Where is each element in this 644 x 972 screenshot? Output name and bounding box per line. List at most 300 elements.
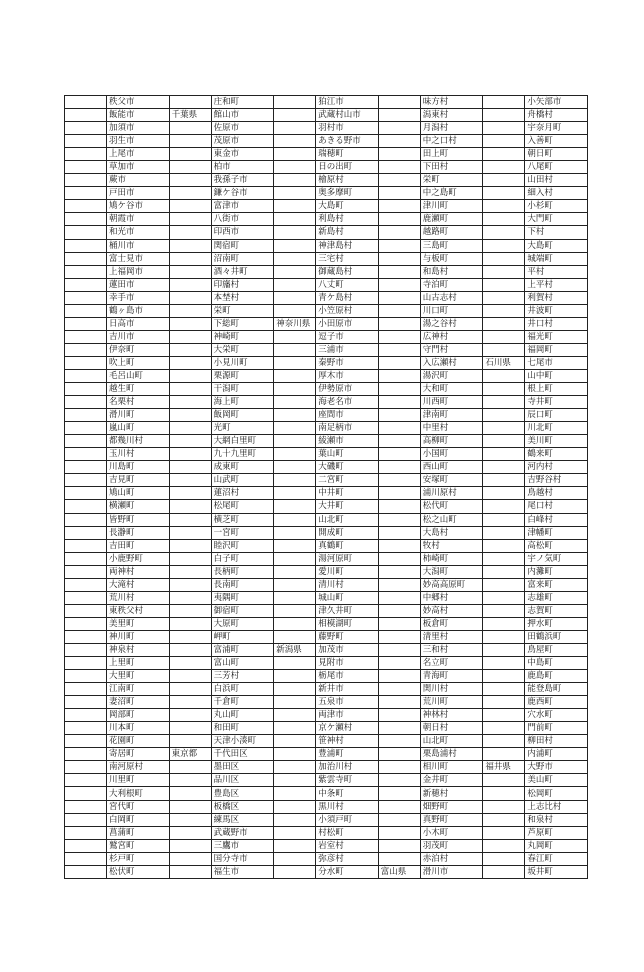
municipality-cell: 東金市	[211, 148, 274, 161]
prefecture-cell	[483, 122, 525, 135]
prefecture-cell	[65, 852, 107, 865]
prefecture-cell	[274, 356, 316, 369]
prefecture-cell	[483, 683, 525, 696]
prefecture-cell	[169, 213, 211, 226]
municipality-cell: 寺井町	[525, 396, 588, 409]
prefecture-cell	[65, 800, 107, 813]
prefecture-cell	[378, 122, 420, 135]
municipality-cell: 羽村市	[316, 122, 379, 135]
municipality-cell: 大島町	[525, 239, 588, 252]
municipality-cell: 夷隅町	[211, 591, 274, 604]
prefecture-cell	[274, 122, 316, 135]
table-row	[65, 239, 588, 252]
prefecture-cell	[274, 539, 316, 552]
prefecture-cell	[274, 213, 316, 226]
table-row	[65, 526, 588, 539]
municipality-cell: 青ケ島村	[316, 291, 379, 304]
municipality-cell: 三和村	[420, 643, 483, 656]
municipality-cell: 津幡町	[525, 526, 588, 539]
prefecture-cell	[483, 135, 525, 148]
municipality-cell: 美山町	[525, 774, 588, 787]
municipality-cell: 富浦町	[211, 643, 274, 656]
prefecture-cell	[274, 148, 316, 161]
table-row	[65, 552, 588, 565]
municipality-cell: 我孫子市	[211, 174, 274, 187]
prefecture-cell	[483, 187, 525, 200]
prefecture-cell	[483, 813, 525, 826]
table-row	[65, 135, 588, 148]
municipality-cell: 御蔵島村	[316, 265, 379, 278]
prefecture-cell	[378, 539, 420, 552]
table-row	[65, 265, 588, 278]
municipality-cell: 奥多摩町	[316, 187, 379, 200]
table-row	[65, 109, 588, 122]
prefecture-cell	[483, 657, 525, 670]
prefecture-cell	[169, 800, 211, 813]
municipality-cell: 吉野谷村	[525, 474, 588, 487]
municipality-cell: 酒々井町	[211, 265, 274, 278]
prefecture-cell	[378, 591, 420, 604]
municipality-cell: 相川町	[420, 761, 483, 774]
municipality-cell: 青海町	[420, 670, 483, 683]
municipality-cell: 岡部町	[107, 709, 170, 722]
municipality-cell: 相模湖町	[316, 617, 379, 630]
prefecture-cell	[274, 409, 316, 422]
prefecture-cell	[169, 174, 211, 187]
table-row	[65, 213, 588, 226]
prefecture-cell	[483, 109, 525, 122]
municipality-cell: 墨田区	[211, 761, 274, 774]
prefecture-cell	[65, 343, 107, 356]
municipality-cell: 八尾町	[525, 161, 588, 174]
municipality-cell: 滑川町	[107, 409, 170, 422]
municipality-cell: 真野町	[420, 813, 483, 826]
prefecture-cell	[378, 265, 420, 278]
prefecture-cell	[483, 578, 525, 591]
municipality-cell: 神川町	[107, 630, 170, 643]
municipality-cell: 川北町	[525, 422, 588, 435]
municipality-cell: 長瀞町	[107, 526, 170, 539]
prefecture-cell	[65, 409, 107, 422]
municipality-cell: 月潟村	[420, 122, 483, 135]
municipality-cell: 津川町	[420, 200, 483, 213]
municipality-cell: 妙高高原町	[420, 578, 483, 591]
municipality-cell: 中里村	[420, 422, 483, 435]
prefecture-cell	[169, 839, 211, 852]
prefecture-cell	[274, 174, 316, 187]
table-row	[65, 513, 588, 526]
prefecture-cell	[274, 226, 316, 239]
prefecture-cell	[483, 839, 525, 852]
prefecture-cell	[378, 552, 420, 565]
municipality-cell: 伊奈町	[107, 343, 170, 356]
prefecture-cell	[483, 591, 525, 604]
prefecture-cell	[274, 839, 316, 852]
prefecture-cell	[274, 709, 316, 722]
prefecture-cell	[483, 852, 525, 865]
prefecture-cell	[378, 630, 420, 643]
prefecture-cell	[65, 696, 107, 709]
prefecture-cell	[65, 735, 107, 748]
prefecture-cell	[65, 474, 107, 487]
prefecture-cell	[483, 670, 525, 683]
municipality-cell: 練馬区	[211, 813, 274, 826]
prefecture-cell	[65, 200, 107, 213]
prefecture-cell: 新潟県	[274, 643, 316, 656]
prefecture-cell	[65, 356, 107, 369]
prefecture-cell	[483, 748, 525, 761]
prefecture-cell	[65, 617, 107, 630]
prefecture-cell	[169, 513, 211, 526]
municipality-cell: 秦野市	[316, 356, 379, 369]
prefecture-cell	[169, 604, 211, 617]
prefecture-cell	[65, 813, 107, 826]
prefecture-cell	[378, 787, 420, 800]
table-row	[65, 435, 588, 448]
municipality-cell: 西山町	[420, 461, 483, 474]
prefecture-cell	[483, 865, 525, 878]
table-row	[65, 630, 588, 643]
prefecture-cell	[378, 317, 420, 330]
prefecture-cell	[274, 604, 316, 617]
prefecture-cell	[169, 487, 211, 500]
municipality-cell: 赤泊村	[420, 852, 483, 865]
table-row	[65, 369, 588, 382]
prefecture-cell	[483, 317, 525, 330]
municipality-cell: 栄町	[211, 304, 274, 317]
prefecture-cell	[65, 122, 107, 135]
municipality-cell: 湯沢町	[420, 369, 483, 382]
municipality-cell: 朝日村	[420, 722, 483, 735]
prefecture-cell	[378, 526, 420, 539]
table-row	[65, 774, 588, 787]
prefecture-cell	[169, 787, 211, 800]
prefecture-cell	[65, 709, 107, 722]
table-row	[65, 578, 588, 591]
municipality-cell: 鶴ヶ島市	[107, 304, 170, 317]
municipality-cell: 大井町	[316, 500, 379, 513]
municipality-cell: 八丈町	[316, 278, 379, 291]
prefecture-cell	[483, 774, 525, 787]
prefecture-cell	[274, 591, 316, 604]
prefecture-cell	[274, 565, 316, 578]
municipality-cell: 与板町	[420, 252, 483, 265]
municipality-cell: 豊島区	[211, 787, 274, 800]
municipality-cell: 川本町	[107, 722, 170, 735]
table-row	[65, 813, 588, 826]
prefecture-cell	[274, 369, 316, 382]
prefecture-cell	[274, 96, 316, 109]
municipality-cell: 下村	[525, 226, 588, 239]
municipality-cell: 岩室村	[316, 839, 379, 852]
municipality-cell: 長柄町	[211, 565, 274, 578]
municipality-cell: 鳥越村	[525, 487, 588, 500]
prefecture-cell	[378, 135, 420, 148]
municipality-cell: 加茂市	[316, 643, 379, 656]
municipality-cell: 桶川市	[107, 239, 170, 252]
prefecture-cell	[378, 500, 420, 513]
prefecture-cell	[483, 239, 525, 252]
municipality-cell: 高松町	[525, 539, 588, 552]
prefecture-cell	[169, 643, 211, 656]
municipality-cell: 川島町	[107, 461, 170, 474]
prefecture-cell	[483, 409, 525, 422]
prefecture-cell	[378, 239, 420, 252]
table-row	[65, 291, 588, 304]
municipality-cell: 浦川原村	[420, 487, 483, 500]
municipality-cell: 国分寺市	[211, 852, 274, 865]
prefecture-cell	[65, 774, 107, 787]
prefecture-cell	[483, 722, 525, 735]
municipality-cell: 丸岡町	[525, 839, 588, 852]
municipality-cell: 吉川市	[107, 330, 170, 343]
municipality-cell: 坂井町	[525, 865, 588, 878]
prefecture-cell	[378, 735, 420, 748]
prefecture-cell	[169, 617, 211, 630]
prefecture-cell	[65, 239, 107, 252]
municipality-cell: 山北町	[420, 735, 483, 748]
municipality-cell: 三芳村	[211, 670, 274, 683]
prefecture-cell	[378, 683, 420, 696]
prefecture-cell	[483, 369, 525, 382]
prefecture-cell	[483, 539, 525, 552]
municipality-cell: 松尾町	[211, 500, 274, 513]
municipality-cell: 草加市	[107, 161, 170, 174]
prefecture-cell	[65, 461, 107, 474]
municipality-cell: 大野市	[525, 761, 588, 774]
prefecture-cell	[65, 226, 107, 239]
prefecture-cell	[378, 187, 420, 200]
municipality-cell: 神津島村	[316, 239, 379, 252]
prefecture-cell	[169, 461, 211, 474]
prefecture-cell	[65, 330, 107, 343]
prefecture-cell	[169, 709, 211, 722]
municipality-cell: 五泉市	[316, 696, 379, 709]
table-row	[65, 761, 588, 774]
prefecture-cell	[378, 369, 420, 382]
prefecture-cell	[483, 383, 525, 396]
municipality-cell: 武蔵村山市	[316, 109, 379, 122]
municipality-cell: 成東町	[211, 461, 274, 474]
municipality-cell: 春江町	[525, 852, 588, 865]
municipality-cell: 松岡町	[525, 787, 588, 800]
municipality-cell: 板倉町	[420, 617, 483, 630]
prefecture-cell	[274, 774, 316, 787]
municipality-cell: 富津市	[211, 200, 274, 213]
municipality-cell: 和田町	[211, 722, 274, 735]
table-row	[65, 617, 588, 630]
prefecture-cell	[169, 356, 211, 369]
municipality-cell: 蓮田市	[107, 278, 170, 291]
municipality-cell: 茂原市	[211, 135, 274, 148]
prefecture-cell	[274, 826, 316, 839]
municipality-cell: 本埜村	[211, 291, 274, 304]
municipality-cell: 二宮町	[316, 474, 379, 487]
prefecture-cell	[65, 761, 107, 774]
municipality-cell: 大門町	[525, 213, 588, 226]
prefecture-cell	[483, 291, 525, 304]
prefecture-cell	[483, 278, 525, 291]
municipality-cell: 新島村	[316, 226, 379, 239]
prefecture-cell	[65, 135, 107, 148]
prefecture-cell	[169, 761, 211, 774]
prefecture-cell	[65, 161, 107, 174]
prefecture-cell	[483, 696, 525, 709]
prefecture-cell	[274, 670, 316, 683]
prefecture-cell	[483, 396, 525, 409]
municipality-cell: 入善町	[525, 135, 588, 148]
prefecture-cell	[378, 852, 420, 865]
municipality-cell: 城山町	[316, 591, 379, 604]
prefecture-cell	[65, 278, 107, 291]
prefecture-cell	[483, 330, 525, 343]
municipality-cell: 海上町	[211, 396, 274, 409]
municipality-cell: 富士見市	[107, 252, 170, 265]
table-row	[65, 304, 588, 317]
table-row	[65, 722, 588, 735]
municipality-cell: 飯岡町	[211, 409, 274, 422]
prefecture-cell	[274, 291, 316, 304]
municipality-cell: 吉田町	[107, 539, 170, 552]
prefecture-cell	[378, 96, 420, 109]
prefecture-cell	[169, 304, 211, 317]
municipality-cell: 越生町	[107, 383, 170, 396]
prefecture-cell	[65, 591, 107, 604]
prefecture-cell	[169, 657, 211, 670]
prefecture-cell: 石川県	[483, 356, 525, 369]
table-row	[65, 852, 588, 865]
municipality-cell: 清川村	[316, 578, 379, 591]
prefecture-cell	[378, 304, 420, 317]
prefecture-cell	[169, 578, 211, 591]
municipality-cell: 新井市	[316, 683, 379, 696]
prefecture-cell	[274, 787, 316, 800]
municipality-cell: 美里町	[107, 617, 170, 630]
municipality-cell: 河内村	[525, 461, 588, 474]
municipality-cell: 毛呂山町	[107, 369, 170, 382]
prefecture-cell	[65, 96, 107, 109]
municipality-cell: 関宿町	[211, 239, 274, 252]
municipality-cell: 荒川町	[420, 696, 483, 709]
municipality-cell: 大島町	[316, 200, 379, 213]
prefecture-cell	[65, 839, 107, 852]
municipality-cell: 穴水町	[525, 709, 588, 722]
prefecture-cell	[169, 343, 211, 356]
municipality-cell: 根上町	[525, 383, 588, 396]
prefecture-cell	[169, 422, 211, 435]
municipality-cell: 牧村	[420, 539, 483, 552]
table-row	[65, 839, 588, 852]
table-row	[65, 148, 588, 161]
municipality-cell: 東秩父村	[107, 604, 170, 617]
table-row	[65, 317, 588, 330]
municipality-cell: 下総町	[211, 317, 274, 330]
table-row	[65, 396, 588, 409]
municipality-cell: 舟橋村	[525, 109, 588, 122]
prefecture-cell	[378, 670, 420, 683]
municipality-cell: 妙高村	[420, 604, 483, 617]
prefecture-cell	[65, 213, 107, 226]
municipality-cell: 柿崎町	[420, 552, 483, 565]
municipality-cell: 城端町	[525, 252, 588, 265]
table-row	[65, 487, 588, 500]
municipality-cell: 菖蒲町	[107, 826, 170, 839]
municipality-cell: 朝日町	[525, 148, 588, 161]
municipality-cell: 横芝町	[211, 513, 274, 526]
prefecture-cell	[169, 148, 211, 161]
prefecture-cell	[378, 513, 420, 526]
municipality-cell: 栄町	[420, 174, 483, 187]
prefecture-cell	[169, 813, 211, 826]
municipality-cell: あきる野市	[316, 135, 379, 148]
municipality-cell: 大潟町	[420, 565, 483, 578]
prefecture-cell	[65, 252, 107, 265]
prefecture-cell	[169, 591, 211, 604]
prefecture-cell	[274, 865, 316, 878]
municipality-cell: 上尾市	[107, 148, 170, 161]
prefecture-cell	[378, 343, 420, 356]
prefecture-cell	[169, 409, 211, 422]
municipality-cell: 庄和町	[211, 96, 274, 109]
municipality-cell: 藤野町	[316, 630, 379, 643]
prefecture-cell	[274, 487, 316, 500]
municipality-cell: 加須市	[107, 122, 170, 135]
table-row	[65, 657, 588, 670]
table-row	[65, 696, 588, 709]
municipality-cell: 広神村	[420, 330, 483, 343]
municipality-cell: 川里町	[107, 774, 170, 787]
prefecture-cell	[274, 448, 316, 461]
municipality-cell: 宮代町	[107, 800, 170, 813]
municipality-cell: 幸手市	[107, 291, 170, 304]
municipality-cell: 宇奈月町	[525, 122, 588, 135]
municipality-cell: 小矢部市	[525, 96, 588, 109]
table-row	[65, 865, 588, 878]
prefecture-cell	[378, 291, 420, 304]
prefecture-cell	[169, 735, 211, 748]
table-row	[65, 122, 588, 135]
prefecture-cell	[274, 526, 316, 539]
municipality-cell: 大栄町	[211, 343, 274, 356]
prefecture-cell	[274, 200, 316, 213]
prefecture-cell: 富山県	[378, 865, 420, 878]
prefecture-cell	[483, 461, 525, 474]
municipality-cell: 上志比村	[525, 800, 588, 813]
prefecture-cell	[274, 578, 316, 591]
municipality-cell: 七尾市	[525, 356, 588, 369]
municipality-cell: 御宿町	[211, 604, 274, 617]
prefecture-cell	[169, 500, 211, 513]
prefecture-cell	[65, 304, 107, 317]
prefecture-cell	[274, 161, 316, 174]
prefecture-cell	[378, 722, 420, 735]
prefecture-cell	[169, 670, 211, 683]
municipality-cell: 福光町	[525, 330, 588, 343]
municipality-cell: 志雄町	[525, 591, 588, 604]
prefecture-cell	[169, 565, 211, 578]
municipality-cell: 長南町	[211, 578, 274, 591]
municipality-cell: 両神村	[107, 565, 170, 578]
municipality-cell: 逗子市	[316, 330, 379, 343]
prefecture-cell	[274, 330, 316, 343]
prefecture-cell	[378, 200, 420, 213]
table-body	[65, 96, 588, 879]
prefecture-cell	[65, 722, 107, 735]
prefecture-cell	[65, 317, 107, 330]
municipality-cell: 利島村	[316, 213, 379, 226]
municipality-cell: 潟東村	[420, 109, 483, 122]
municipality-cell: 八街市	[211, 213, 274, 226]
